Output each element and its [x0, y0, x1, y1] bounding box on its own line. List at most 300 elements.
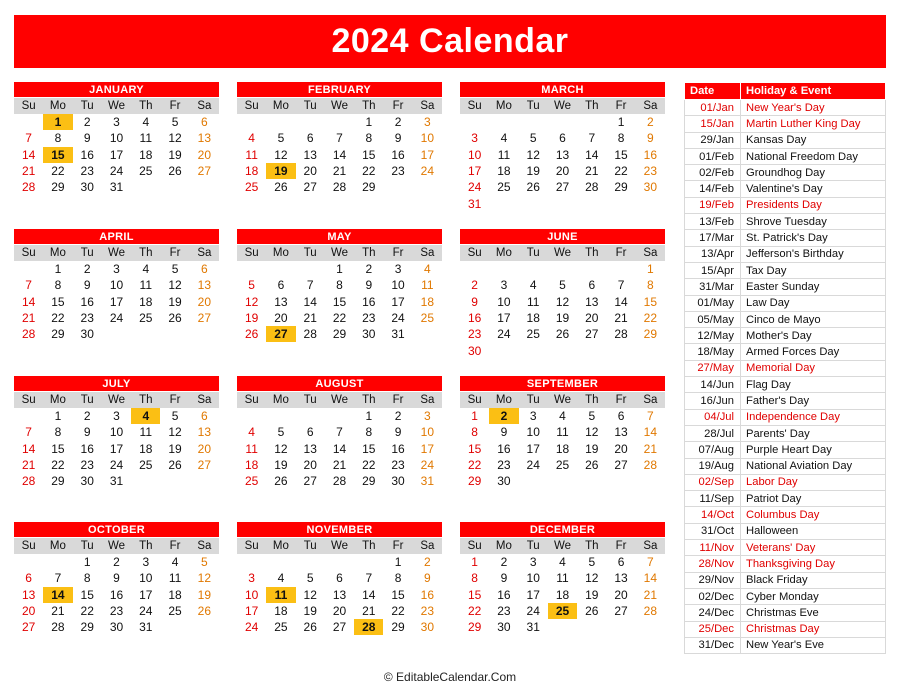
day-cell: 31	[391, 327, 405, 342]
day-cell: 14	[303, 294, 317, 309]
weekday-header: Sa	[197, 247, 212, 259]
day-cell: 12	[168, 131, 182, 146]
day-cell: 21	[614, 311, 628, 326]
holiday-date: 01/May	[685, 295, 741, 311]
weekday-header: Th	[139, 394, 153, 406]
day-cell: 6	[588, 278, 596, 293]
day-cell: 21	[585, 164, 599, 179]
holiday-row	[685, 360, 886, 376]
day-cell: 24	[109, 311, 124, 326]
day-cell: 24	[420, 164, 435, 179]
day-cell: 19	[526, 164, 540, 179]
empty-cell	[548, 114, 577, 130]
day-cell: 21	[303, 311, 317, 326]
day-cell: 4	[248, 131, 255, 146]
day-cell: 8	[83, 571, 91, 586]
holiday-date: 27/May	[685, 360, 741, 376]
holiday-event: New Year's Day	[741, 100, 886, 116]
weekday-header-row	[460, 245, 665, 261]
holiday-event: Thanksgiving Day	[741, 556, 886, 572]
holiday-row	[685, 572, 886, 588]
holiday-event: Presidents Day	[741, 197, 886, 213]
weekday-header: Fr	[392, 100, 404, 112]
holiday-day-cell: 19	[266, 163, 295, 179]
holiday-event: Mother's Day	[741, 328, 886, 344]
day-cell: 11	[168, 571, 182, 586]
holiday-date: 07/Aug	[685, 442, 741, 458]
day-cell: 14	[585, 147, 599, 162]
day-cell: 21	[21, 164, 36, 179]
day-cell: 15	[614, 147, 628, 162]
day-cell: 24	[526, 604, 540, 619]
day-cell: 27	[197, 164, 212, 179]
day-cell: 18	[244, 164, 259, 179]
day-cell: 24	[526, 458, 540, 473]
holiday-row	[685, 588, 886, 604]
day-cell: 7	[54, 571, 62, 586]
day-cell: 6	[201, 409, 208, 424]
day-cell: 29	[332, 327, 347, 342]
day-cell: 22	[51, 458, 65, 473]
holiday-row	[685, 393, 886, 409]
day-cell: 21	[643, 441, 658, 456]
day-cell: 14	[21, 147, 36, 162]
weekday-header: We	[553, 394, 572, 406]
weekday-header: Fr	[392, 394, 404, 406]
day-cell: 20	[303, 458, 317, 473]
day-cell: 13	[555, 147, 570, 162]
day-cell: 7	[25, 131, 32, 146]
day-cell: 2	[647, 115, 654, 130]
weekday-header: Tu	[303, 394, 317, 406]
day-cell: 13	[614, 425, 628, 440]
holiday-date: 29/Nov	[685, 572, 741, 588]
holiday-date: 17/Mar	[685, 230, 741, 246]
day-cell: 20	[614, 587, 628, 602]
day-cell: 28	[21, 327, 36, 342]
day-cell: 15	[332, 294, 347, 309]
weekday-header: Tu	[303, 540, 317, 552]
day-cell: 26	[585, 604, 599, 619]
day-cell: 11	[421, 278, 434, 293]
day-cell: 30	[80, 180, 94, 195]
day-cell: 15	[643, 294, 658, 309]
month-august	[237, 376, 442, 506]
holiday-date: 18/May	[685, 344, 741, 360]
days-grid	[237, 408, 442, 489]
day-cell: 3	[113, 115, 120, 130]
month-name: MARCH	[460, 82, 665, 97]
holiday-date: 16/Jun	[685, 393, 741, 409]
day-cell: 28	[332, 180, 347, 195]
holiday-event: Labor Day	[741, 474, 886, 490]
holiday-event: Memorial Day	[741, 360, 886, 376]
empty-cell	[489, 114, 518, 130]
holiday-event: Cinco de Mayo	[741, 311, 886, 327]
holiday-event: Easter Sunday	[741, 279, 886, 295]
day-cell: 12	[526, 147, 540, 162]
day-cell: 30	[497, 474, 511, 489]
day-cell: 18	[555, 441, 570, 456]
holiday-date: 02/Feb	[685, 165, 741, 181]
day-cell: 4	[142, 262, 150, 277]
weekday-header: Fr	[615, 540, 627, 552]
empty-cell	[237, 554, 266, 570]
day-cell: 13	[274, 294, 288, 309]
weekday-header: Sa	[643, 100, 658, 112]
empty-cell	[14, 554, 43, 570]
day-cell: 6	[201, 115, 208, 130]
day-cell: 17	[109, 441, 124, 456]
day-cell: 8	[647, 278, 654, 293]
day-cell: 10	[139, 571, 153, 586]
holiday-row	[685, 311, 886, 327]
day-cell: 30	[80, 327, 94, 342]
day-cell: 21	[362, 604, 376, 619]
day-cell: 30	[362, 327, 376, 342]
day-cell: 11	[556, 425, 569, 440]
day-cell: 1	[647, 262, 654, 277]
days-grid	[14, 554, 219, 635]
day-cell: 3	[471, 131, 478, 146]
empty-cell	[296, 261, 325, 277]
weekday-header: Tu	[80, 394, 94, 406]
day-cell: 20	[197, 147, 212, 162]
day-cell: 18	[139, 147, 153, 162]
weekday-header: Su	[467, 394, 482, 406]
day-cell: 22	[614, 164, 628, 179]
day-cell: 5	[529, 131, 537, 146]
day-cell: 12	[274, 441, 288, 456]
weekday-header: Sa	[420, 394, 435, 406]
day-cell: 9	[83, 131, 91, 146]
day-cell: 26	[244, 327, 259, 342]
day-cell: 10	[526, 571, 540, 586]
holiday-event: Veterans' Day	[741, 540, 886, 556]
days-grid	[460, 261, 665, 359]
day-cell: 29	[467, 474, 482, 489]
day-cell: 18	[139, 294, 153, 309]
day-cell: 15	[467, 441, 482, 456]
day-cell: 14	[332, 441, 347, 456]
day-cell: 16	[467, 311, 482, 326]
day-cell: 29	[391, 620, 405, 635]
empty-cell	[548, 261, 577, 277]
weekday-header: We	[107, 394, 126, 406]
holiday-event: Armed Forces Day	[741, 344, 886, 360]
weekday-header: Th	[585, 540, 599, 552]
holiday-row	[685, 491, 886, 507]
day-cell: 29	[467, 620, 482, 635]
day-cell: 22	[391, 604, 405, 619]
day-cell: 21	[21, 311, 36, 326]
day-cell: 20	[585, 311, 599, 326]
holiday-date: 11/Sep	[685, 491, 741, 507]
weekday-header: We	[553, 100, 572, 112]
day-cell: 18	[244, 458, 259, 473]
day-cell: 10	[420, 131, 435, 146]
day-cell: 16	[391, 147, 405, 162]
day-cell: 2	[113, 555, 120, 570]
day-cell: 19	[303, 604, 317, 619]
month-name: DECEMBER	[460, 522, 665, 537]
weekday-header: Sa	[420, 540, 435, 552]
day-cell: 11	[245, 147, 258, 162]
day-cell: 27	[614, 458, 628, 473]
weekday-header: Tu	[526, 540, 540, 552]
month-february	[237, 82, 442, 212]
holiday-row	[685, 279, 886, 295]
day-cell: 3	[142, 555, 150, 570]
holiday-event: Tax Day	[741, 262, 886, 278]
day-cell: 6	[277, 278, 285, 293]
weekday-header: Sa	[197, 100, 212, 112]
day-cell: 23	[80, 164, 94, 179]
days-grid	[460, 554, 665, 635]
day-cell: 18	[139, 441, 153, 456]
holiday-row	[685, 377, 886, 393]
day-cell: 15	[362, 147, 376, 162]
day-cell: 2	[394, 409, 402, 424]
holiday-date: 14/Oct	[685, 507, 741, 523]
day-cell: 19	[585, 587, 599, 602]
day-cell: 1	[471, 409, 478, 424]
month-name: JULY	[14, 376, 219, 391]
month-may	[237, 229, 442, 359]
day-cell: 23	[420, 604, 435, 619]
day-cell: 17	[526, 441, 540, 456]
day-cell: 9	[471, 294, 478, 309]
holiday-row	[685, 214, 886, 230]
day-cell: 27	[555, 180, 570, 195]
day-cell: 8	[617, 131, 625, 146]
weekday-header: Mo	[49, 394, 66, 406]
day-cell: 17	[244, 604, 259, 619]
day-cell: 29	[51, 180, 65, 195]
day-cell: 10	[497, 294, 511, 309]
holiday-day-cell: 2	[489, 408, 518, 424]
weekday-header: Fr	[169, 540, 181, 552]
day-cell: 22	[467, 458, 482, 473]
day-cell: 9	[394, 425, 402, 440]
day-cell: 1	[394, 555, 402, 570]
days-grid	[460, 114, 665, 212]
day-cell: 21	[21, 458, 36, 473]
day-cell: 17	[420, 441, 435, 456]
holiday-date: 31/Mar	[685, 279, 741, 295]
weekday-header: Sa	[197, 540, 212, 552]
weekday-header: Sa	[643, 540, 658, 552]
holiday-row	[685, 165, 886, 181]
holiday-event: National Freedom Day	[741, 148, 886, 164]
day-cell: 25	[168, 604, 182, 619]
day-cell: 22	[51, 164, 65, 179]
holiday-row	[685, 507, 886, 523]
day-cell: 17	[109, 294, 124, 309]
days-grid	[237, 261, 442, 342]
day-cell: 26	[303, 620, 317, 635]
weekday-header: Su	[21, 540, 36, 552]
days-grid	[14, 408, 219, 489]
day-cell: 23	[391, 164, 405, 179]
day-cell: 17	[467, 164, 482, 179]
day-cell: 27	[614, 604, 628, 619]
day-cell: 20	[197, 441, 212, 456]
day-cell: 8	[54, 425, 62, 440]
day-cell: 9	[500, 571, 508, 586]
day-cell: 9	[424, 571, 431, 586]
day-cell: 27	[197, 458, 212, 473]
holiday-row	[685, 328, 886, 344]
empty-cell	[460, 114, 489, 130]
day-cell: 22	[332, 311, 347, 326]
weekday-header: Fr	[615, 100, 627, 112]
holiday-date: 12/May	[685, 328, 741, 344]
footer-credit: © EditableCalendar.Com	[383, 670, 517, 684]
day-cell: 23	[109, 604, 124, 619]
day-cell: 20	[274, 311, 288, 326]
holiday-date: 01/Feb	[685, 148, 741, 164]
day-cell: 23	[643, 164, 658, 179]
weekday-header: Th	[362, 394, 376, 406]
day-cell: 6	[25, 571, 32, 586]
weekday-header: Mo	[49, 100, 66, 112]
weekday-header-row	[14, 392, 219, 408]
weekday-header: Sa	[643, 247, 658, 259]
day-cell: 3	[529, 555, 537, 570]
day-cell: 4	[171, 555, 179, 570]
day-cell: 24	[109, 458, 124, 473]
weekday-header: Tu	[526, 100, 540, 112]
weekday-header: We	[107, 540, 126, 552]
weekday-header: Sa	[420, 100, 435, 112]
day-cell: 16	[80, 441, 94, 456]
weekday-header: Th	[585, 247, 599, 259]
day-cell: 28	[332, 474, 347, 489]
day-cell: 31	[109, 180, 124, 195]
holiday-date: 15/Apr	[685, 262, 741, 278]
day-cell: 8	[365, 425, 373, 440]
weekday-header: Su	[244, 247, 259, 259]
day-cell: 10	[467, 147, 482, 162]
day-cell: 31	[526, 620, 540, 635]
day-cell: 10	[109, 131, 124, 146]
day-cell: 21	[51, 604, 65, 619]
day-cell: 8	[365, 131, 373, 146]
day-cell: 11	[245, 441, 258, 456]
day-cell: 2	[83, 409, 91, 424]
weekday-header: Fr	[169, 247, 181, 259]
day-cell: 28	[21, 474, 36, 489]
weekday-header: We	[330, 540, 349, 552]
month-july	[14, 376, 219, 506]
day-cell: 20	[614, 441, 628, 456]
weekday-header: Tu	[526, 247, 540, 259]
holiday-event: Groundhog Day	[741, 165, 886, 181]
day-cell: 16	[80, 147, 94, 162]
day-cell: 25	[244, 474, 259, 489]
month-name: JANUARY	[14, 82, 219, 97]
day-cell: 12	[555, 294, 570, 309]
holiday-date: 11/Nov	[685, 540, 741, 556]
day-cell: 3	[113, 409, 120, 424]
day-cell: 18	[526, 311, 540, 326]
day-cell: 13	[197, 278, 212, 293]
page-title: 2024 Calendar	[14, 15, 886, 68]
holiday-row	[685, 116, 886, 132]
day-cell: 26	[168, 311, 182, 326]
day-cell: 25	[139, 311, 153, 326]
holiday-date: 14/Feb	[685, 181, 741, 197]
day-cell: 17	[526, 587, 540, 602]
day-cell: 10	[420, 425, 435, 440]
weekday-header: Mo	[272, 394, 289, 406]
day-cell: 8	[471, 425, 478, 440]
day-cell: 17	[497, 311, 511, 326]
holiday-row	[685, 230, 886, 246]
day-cell: 10	[391, 278, 405, 293]
holiday-event: Cyber Monday	[741, 588, 886, 604]
weekday-header-row	[460, 392, 665, 408]
weekday-header: Mo	[272, 100, 289, 112]
weekday-header: Su	[467, 247, 482, 259]
holiday-row	[685, 605, 886, 621]
day-cell: 5	[201, 555, 208, 570]
day-cell: 23	[497, 604, 511, 619]
header-event: Holiday & Event	[741, 83, 886, 100]
day-cell: 4	[559, 555, 566, 570]
day-cell: 20	[21, 604, 36, 619]
month-november	[237, 522, 442, 652]
empty-cell	[325, 114, 354, 130]
day-cell: 25	[274, 620, 288, 635]
holiday-date: 02/Sep	[685, 474, 741, 490]
day-cell: 13	[197, 131, 212, 146]
day-cell: 24	[420, 458, 435, 473]
day-cell: 17	[139, 587, 153, 602]
month-name: SEPTEMBER	[460, 376, 665, 391]
day-cell: 8	[54, 278, 62, 293]
day-cell: 25	[555, 458, 570, 473]
holiday-event: Jefferson's Birthday	[741, 246, 886, 262]
weekday-header: We	[553, 247, 572, 259]
weekday-header-row	[237, 98, 442, 114]
empty-cell	[606, 261, 635, 277]
day-cell: 31	[139, 620, 153, 635]
day-cell: 15	[80, 587, 94, 602]
day-cell: 7	[647, 555, 654, 570]
day-cell: 16	[643, 147, 658, 162]
day-cell: 31	[109, 474, 124, 489]
weekday-header: Tu	[80, 540, 94, 552]
holiday-date: 29/Jan	[685, 132, 741, 148]
holiday-date: 14/Jun	[685, 377, 741, 393]
day-cell: 23	[362, 311, 376, 326]
day-cell: 26	[168, 458, 182, 473]
day-cell: 22	[362, 164, 376, 179]
day-cell: 28	[585, 180, 599, 195]
weekday-header: Th	[139, 247, 153, 259]
weekday-header: Fr	[169, 394, 181, 406]
weekday-header-row	[237, 392, 442, 408]
weekday-header: Th	[362, 247, 376, 259]
day-cell: 2	[83, 262, 91, 277]
day-cell: 2	[394, 115, 402, 130]
holiday-day-cell: 25	[548, 603, 577, 619]
weekday-header: Th	[139, 540, 153, 552]
day-cell: 24	[139, 604, 153, 619]
day-cell: 25	[139, 164, 153, 179]
